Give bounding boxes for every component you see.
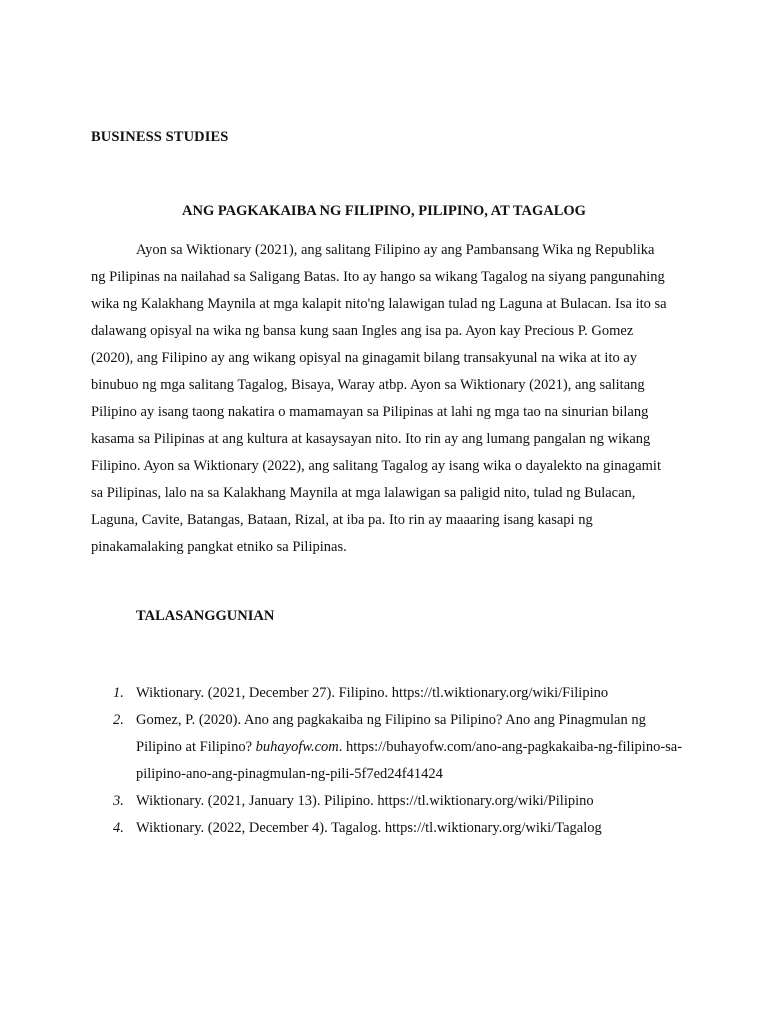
body-paragraph: Ayon sa Wiktionary (2021), ang salitang Filipino ay ang Pambansang Wika ng Republika ng Pilipinas na nailahad sa Saligang Batas. Ito ay hango sa wikang Tagalog na siyang pangunahing wika ng Kalakhang Maynila at mga kalapit nito'ng lalawigan tulad ng Laguna at Bulacan. Isa ito sa dalawang opisyal na wika ng bansa kung saan Ingles ang isa pa. Ayon kay Precious P. Gomez (2020), ang Filipino ay ang wikang opisyal na ginagamit bilang transakyunal na wika at ito ay binubuo ng mga salitang Tagalog, Bisaya, Waray atbp. Ayon sa Wiktionary (2021), ang salitang Pilipino ay isang taong nakatira o mamamayan sa Pilipinas at lahi ng mga tao na sinurian bilang kasama sa Pilipinas at ang kultura at kasaysayan nito. Ito rin ay ang lumang pangalan ng wikang Filipino. Ayon sa Wiktionary (2022), ang salitang Tagalog ay isang wika o dayalekto na ginagamit sa Pilipinas, lalo na sa Kalakhang Maynila at mga lalawigan sa paligid nito, tulad ng Bulacan, Laguna, Cavite, Batangas, Bataan, Rizal, at iba pa. Ito rin ay maaaring isang kasapi ng pinakamalaking pangkat etniko sa Pilipinas. — [91, 242, 667, 555]
reference-number: 3. — [113, 793, 124, 809]
reference-number: 2. — [113, 712, 124, 728]
reference-number: 4. — [113, 820, 124, 836]
reference-text: Wiktionary. (2022, December 4). Tagalog. https://tl.wiktionary.org/wiki/Tagalog — [136, 820, 602, 836]
course-label: BUSINESS STUDIES — [91, 129, 229, 145]
reference-item — [91, 680, 691, 707]
reference-item — [91, 815, 691, 842]
references-heading: TALASANGGUNIAN — [136, 608, 275, 624]
references-list — [91, 680, 691, 842]
reference-text: Gomez, P. (2020). Ano ang pagkakaiba ng Filipino sa Pilipino? Ano ang Pinagmulan ng Pilipino at Filipino? — [136, 712, 646, 755]
reference-number: 1. — [113, 685, 124, 701]
reference-text: Wiktionary. (2021, December 27). Filipino. https://tl.wiktionary.org/wiki/Filipino — [136, 685, 609, 701]
reference-item — [91, 788, 691, 815]
reference-item — [91, 707, 691, 788]
reference-site-name: buhayofw.com — [255, 739, 339, 755]
reference-url: . https://buhayofw.com/ano-ang-pagkakaiba-ng-filipino-sa-pilipino-ano-ang-pinagmulan-ng-pili-5f7ed24f41424 — [136, 739, 683, 782]
reference-text: Wiktionary. (2021, January 13). Pilipino. https://tl.wiktionary.org/wiki/Pilipino — [136, 793, 594, 809]
document-title: ANG PAGKAKAIBA NG FILIPINO, PILIPINO, AT TAGALOG — [182, 203, 586, 219]
